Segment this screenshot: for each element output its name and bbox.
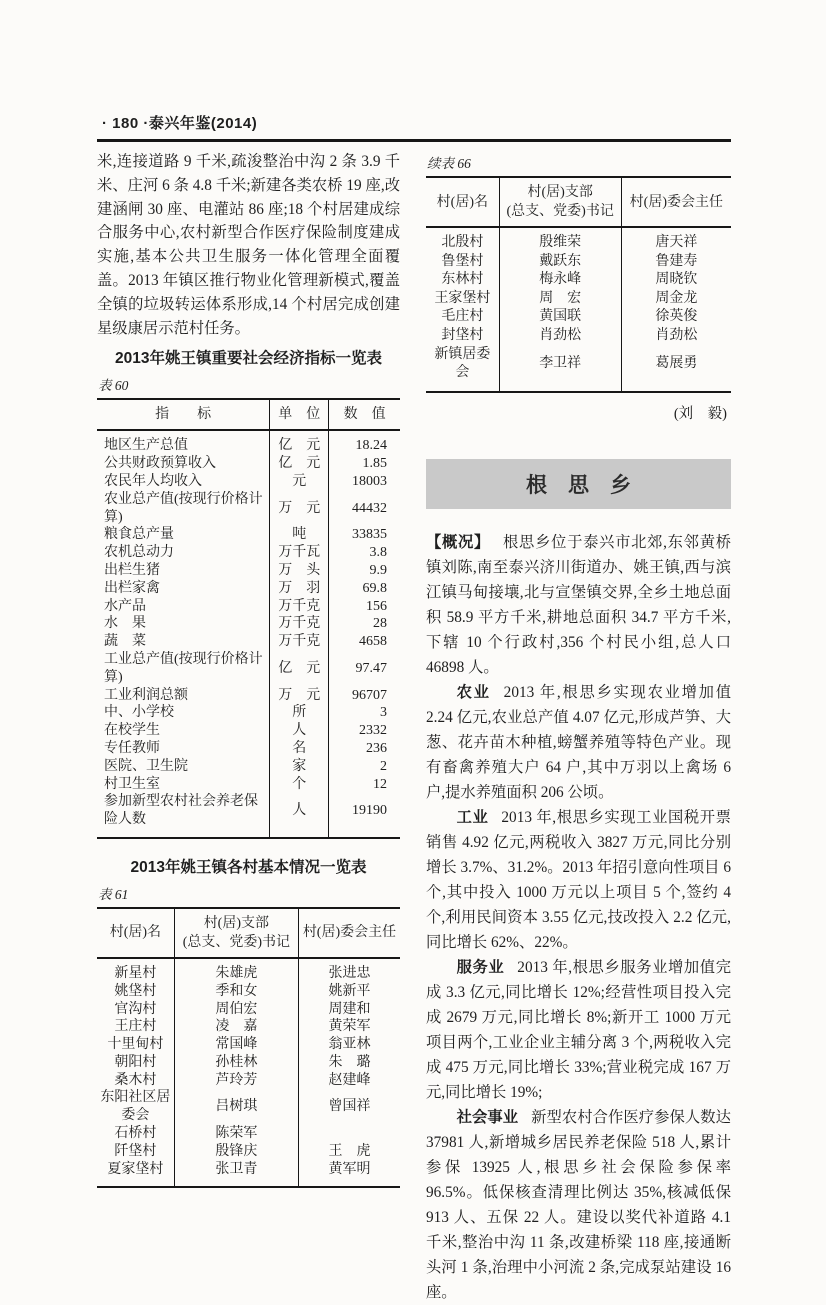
table-cell: 万千克 bbox=[270, 633, 329, 651]
table-row bbox=[97, 1054, 400, 1072]
column-header-village-name: 村(居)名 bbox=[426, 177, 499, 227]
table-cell: 肖劲松 bbox=[621, 327, 731, 346]
table-cell: 在校学生 bbox=[104, 723, 160, 739]
header-line2: (总支、党委)书记 bbox=[182, 934, 291, 950]
table-cell: 周伯宏 bbox=[174, 1001, 298, 1019]
header-line1: 村(居)支部 bbox=[527, 185, 593, 200]
table-cell: 毛庄村 bbox=[441, 309, 484, 325]
table-cell: 12 bbox=[329, 776, 400, 794]
table-cell: 石桥村 bbox=[114, 1126, 157, 1142]
table-cell: 万千克 bbox=[270, 598, 329, 616]
table-cell: 亿 元 bbox=[270, 455, 329, 473]
table-cell: 朝阳村 bbox=[114, 1054, 157, 1070]
table-cell: 出栏生猪 bbox=[104, 562, 160, 578]
table-cell: 凌 嘉 bbox=[174, 1018, 298, 1036]
table-cell: 水产品 bbox=[104, 598, 146, 614]
table-row bbox=[426, 346, 731, 392]
table-cell: 2 bbox=[329, 758, 400, 776]
table-row bbox=[97, 1036, 400, 1054]
table-row bbox=[426, 227, 731, 253]
right-column bbox=[426, 150, 731, 1305]
table-cell: 姚新平 bbox=[298, 983, 400, 1001]
table-cell: 新镇居委会 bbox=[434, 346, 491, 381]
table-cell: 季和女 bbox=[174, 983, 298, 1001]
table-cell: 3 bbox=[329, 704, 400, 722]
table-row bbox=[97, 615, 400, 633]
table-cell: 156 bbox=[329, 598, 400, 616]
table-cell: 王庄村 bbox=[114, 1019, 157, 1035]
table-row bbox=[97, 598, 400, 616]
table-row bbox=[97, 1001, 400, 1019]
table-cell: 18.24 bbox=[329, 430, 400, 455]
table-cell: 农机总动力 bbox=[104, 545, 174, 561]
header-divider bbox=[97, 139, 731, 142]
table-cell: 姚垡村 bbox=[114, 983, 157, 999]
table-cell: 万 元 bbox=[270, 687, 329, 705]
table-cell: 李卫祥 bbox=[499, 346, 621, 392]
table-cell: 戴跃东 bbox=[499, 253, 621, 272]
table-row bbox=[97, 758, 400, 776]
table-cell: 村卫生室 bbox=[104, 776, 160, 792]
table-cell: 北殷村 bbox=[441, 235, 484, 250]
table-cell: 万千克 bbox=[270, 615, 329, 633]
table-cell: 万 头 bbox=[270, 562, 329, 580]
table-cell: 葛展勇 bbox=[621, 346, 731, 392]
table-cell: 曾国祥 bbox=[298, 1089, 400, 1125]
table-cell: 周 宏 bbox=[499, 290, 621, 309]
paragraph-text: 2013 年,根思乡实现农业增加值 2.24 亿元,农业总产值 4.07 亿元,形成芦笋、大葱、花卉苗木种植,螃蟹养殖等特色产业。现有畜禽养殖大户 64 户,其中万羽以上禽场 6 户,提水养殖面积 206 公顷。 bbox=[426, 683, 731, 801]
table-cell: 公共财政预算收入 bbox=[104, 456, 216, 472]
table-cell: 44432 bbox=[329, 491, 400, 527]
table-cell: 农民年人均收入 bbox=[104, 473, 202, 489]
table-header-row bbox=[97, 399, 400, 430]
table-cell: 周晓钦 bbox=[621, 271, 731, 290]
table-cell: 28 bbox=[329, 615, 400, 633]
author-signature: (刘 毅) bbox=[673, 405, 727, 422]
table-cell: 3.8 bbox=[329, 544, 400, 562]
table-cell: 96707 bbox=[329, 687, 400, 705]
table-cell: 万 元 bbox=[270, 491, 329, 527]
table-cell: 常国峰 bbox=[174, 1036, 298, 1054]
table-cell: 亿 元 bbox=[270, 651, 329, 687]
table-row bbox=[97, 651, 400, 687]
table-row bbox=[97, 687, 400, 705]
table-row bbox=[426, 308, 731, 327]
table-cell: 殷维荣 bbox=[499, 227, 621, 253]
column-header-indicator: 指 标 bbox=[97, 399, 270, 430]
table66-label: 续表 66 bbox=[427, 156, 471, 171]
table61-title: 2013年姚王镇各村基本情况一览表 bbox=[130, 858, 367, 876]
table-cell: 桑木村 bbox=[114, 1072, 157, 1088]
table-cell: 4658 bbox=[329, 633, 400, 651]
table-header-row bbox=[426, 177, 731, 227]
table-cell: 农业总产值(按现行价格计算) bbox=[104, 491, 263, 525]
table-cell: 吨 bbox=[270, 526, 329, 544]
table-row bbox=[97, 633, 400, 651]
page-body bbox=[97, 150, 731, 1305]
economic-indicators-table bbox=[97, 398, 400, 839]
table-cell: 万千瓦 bbox=[270, 544, 329, 562]
table-cell: 孙桂林 bbox=[174, 1054, 298, 1072]
table-header-row bbox=[97, 908, 400, 958]
table-cell: 工业总产值(按现行价格计算) bbox=[104, 651, 263, 685]
table-cell: 个 bbox=[270, 776, 329, 794]
table-row bbox=[97, 473, 400, 491]
industry-paragraph bbox=[426, 805, 731, 955]
table-row bbox=[97, 1125, 400, 1143]
table-row bbox=[97, 526, 400, 544]
column-header-branch-secretary bbox=[499, 177, 621, 227]
table-cell: 唐天祥 bbox=[621, 227, 731, 253]
table-cell: 徐英俊 bbox=[621, 308, 731, 327]
paragraph-text: 2013 年,根思乡实现工业国税开票销售 4.92 亿元,两税收入 3827 万元,同比分别增长 3.7%、31.2%。2013 年招引意向性项目 6 个,其中投入 1000 万元以上项目 5 个,签约 4 个,利用民间资本 3.55 亿元,技改投入 2.2 亿元,同比增长 62%、22%。 bbox=[426, 808, 731, 951]
table-row bbox=[97, 722, 400, 740]
table-cell: 朱 璐 bbox=[298, 1054, 400, 1072]
table-row bbox=[97, 983, 400, 1001]
table-cell: 69.8 bbox=[329, 580, 400, 598]
overview-paragraph bbox=[426, 530, 731, 680]
paragraph-label: 工业 bbox=[456, 808, 489, 826]
table-cell: 所 bbox=[270, 704, 329, 722]
paragraph-label: 社会事业 bbox=[456, 1108, 519, 1126]
table-cell: 殷锋庆 bbox=[174, 1143, 298, 1161]
table-cell: 朱雄虎 bbox=[174, 958, 298, 983]
table-body bbox=[97, 430, 400, 838]
table-row bbox=[97, 1089, 400, 1125]
table-cell: 鲁堡村 bbox=[441, 253, 484, 269]
table-row bbox=[97, 562, 400, 580]
table-cell: 周建和 bbox=[298, 1001, 400, 1019]
table-cell: 新星村 bbox=[114, 965, 157, 981]
table-body bbox=[426, 227, 731, 392]
table-cell: 参加新型农村社会养老保险人数 bbox=[104, 794, 258, 828]
table-cell: 中、小学校 bbox=[104, 705, 174, 721]
table-cell: 亿 元 bbox=[270, 430, 329, 455]
table-body bbox=[97, 958, 400, 1188]
table-cell: 吕树琪 bbox=[174, 1089, 298, 1125]
table-cell bbox=[298, 1125, 400, 1143]
column-header-branch-secretary bbox=[174, 908, 298, 958]
table-cell: 97.47 bbox=[329, 651, 400, 687]
table-row bbox=[97, 1018, 400, 1036]
table-cell: 鲁建寿 bbox=[621, 253, 731, 272]
column-header-unit: 单 位 bbox=[270, 399, 329, 430]
table-row bbox=[97, 740, 400, 758]
paragraph-label: 农业 bbox=[456, 683, 491, 701]
table-cell: 医院、卫生院 bbox=[104, 758, 188, 774]
table-cell: 黄荣军 bbox=[298, 1018, 400, 1036]
column-header-committee-director: 村(居)委会主任 bbox=[298, 908, 400, 958]
table-cell: 肖劲松 bbox=[499, 327, 621, 346]
table-cell: 19190 bbox=[329, 793, 400, 838]
table-cell: 黄军明 bbox=[298, 1161, 400, 1188]
table-cell: 王 虎 bbox=[298, 1143, 400, 1161]
table-header bbox=[426, 177, 731, 227]
intro-paragraph: 米,连接道路 9 千米,疏浚整治中沟 2 条 3.9 千米、庄河 6 条 4.8 千米;新建各类农桥 19 座,改建涵闸 30 座、电灌站 86 座;18 个村居建成综合服务中心,农村新型合作医疗保险制度建成实施,基本公共卫生服务一体化管理全面覆盖。2013 年镇区推行物业化管理新模式,覆盖全镇的垃圾转运体系形成,14 个村居完成创建星级康居示范村任务。 bbox=[97, 153, 400, 337]
table-cell: 十里甸村 bbox=[107, 1037, 164, 1053]
left-column bbox=[97, 150, 400, 1305]
header-line1: 村(居)支部 bbox=[203, 915, 270, 931]
table-cell: 18003 bbox=[329, 473, 400, 491]
table-row bbox=[426, 290, 731, 309]
paragraph-label: 【概况】 bbox=[426, 533, 491, 551]
table-cell: 官沟村 bbox=[114, 1001, 157, 1017]
table-cell: 人 bbox=[270, 722, 329, 740]
table-cell: 张进忠 bbox=[298, 958, 400, 983]
table-cell: 张卫青 bbox=[174, 1161, 298, 1188]
table-row bbox=[97, 704, 400, 722]
agriculture-paragraph bbox=[426, 680, 731, 805]
table60-title: 2013年姚王镇重要社会经济指标一览表 bbox=[115, 350, 382, 368]
table-cell: 地区生产总值 bbox=[104, 438, 188, 454]
table-cell: 33835 bbox=[329, 526, 400, 544]
column-header-committee-director: 村(居)委会主任 bbox=[621, 177, 731, 227]
continued-village-table bbox=[426, 176, 731, 393]
table-cell: 专任教师 bbox=[104, 740, 160, 756]
table-cell: 封垡村 bbox=[441, 327, 484, 343]
table-cell: 9.9 bbox=[329, 562, 400, 580]
table-cell: 赵建峰 bbox=[298, 1072, 400, 1090]
table-cell: 芦玲芳 bbox=[174, 1072, 298, 1090]
table-cell: 出栏家禽 bbox=[104, 580, 160, 596]
table-row bbox=[97, 491, 400, 527]
table-cell: 阡垡村 bbox=[114, 1143, 157, 1159]
table-cell: 家 bbox=[270, 758, 329, 776]
table61-label: 表 61 bbox=[98, 886, 129, 902]
table-row bbox=[97, 958, 400, 983]
village-overview-table bbox=[97, 907, 400, 1189]
table-header bbox=[97, 908, 400, 958]
table60-label: 表 60 bbox=[98, 378, 129, 394]
table-cell: 2332 bbox=[329, 722, 400, 740]
column-header-village-name: 村(居)名 bbox=[97, 908, 174, 958]
table-cell: 黄国联 bbox=[499, 308, 621, 327]
table-cell: 元 bbox=[270, 473, 329, 491]
table-row bbox=[97, 1072, 400, 1090]
table-cell: 1.85 bbox=[329, 455, 400, 473]
column-header-value: 数 值 bbox=[329, 399, 400, 430]
table-row bbox=[97, 544, 400, 562]
header-line2: (总支、党委)书记 bbox=[506, 204, 614, 219]
table-cell: 王家堡村 bbox=[434, 290, 491, 306]
service-industry-paragraph bbox=[426, 955, 731, 1105]
paragraph-text: 根思乡位于泰兴市北郊,东邻黄桥镇刘陈,南至泰兴济川街道办、姚王镇,西与滨江镇马甸接壤,北与宣堡镇交界,全乡土地总面积 58.9 平方千米,耕地总面积 34.7 平方千米,下辖 10 个行政村,356 个村民小组,总人口 46898 人。 bbox=[426, 533, 731, 676]
table-cell: 名 bbox=[270, 740, 329, 758]
paragraph-text: 2013 年,根思乡服务业增加值完成 3.3 亿元,同比增长 12%;经营性项目投入完成 2679 万元,同比增长 8%;新开工 1000 万元项目两个,工业企业主辅分离 3 个,两税收入完成 475 万元,同比增长 33%;营业税完成 167 万元,同比增长 19%; bbox=[426, 958, 731, 1101]
table-row bbox=[426, 327, 731, 346]
page-header: · 180 ·泰兴年鉴(2014) bbox=[102, 115, 258, 132]
table-cell: 陈荣军 bbox=[174, 1125, 298, 1143]
table-row bbox=[426, 271, 731, 290]
table-cell: 万 羽 bbox=[270, 580, 329, 598]
table-cell: 周金龙 bbox=[621, 290, 731, 309]
paragraph-label: 服务业 bbox=[456, 958, 505, 976]
table-cell: 人 bbox=[270, 793, 329, 838]
table-cell: 东阳社区居委会 bbox=[100, 1090, 171, 1124]
table-row bbox=[97, 1143, 400, 1161]
table-row bbox=[97, 793, 400, 838]
table-cell: 东林村 bbox=[441, 272, 484, 288]
section-banner-genshi-township: 根 思 乡 bbox=[426, 459, 731, 509]
table-cell: 蔬 菜 bbox=[104, 634, 146, 650]
paragraph-text: 新型农村合作医疗参保人数达 37981 人,新增城乡居民养老保险 518 人,累计参保 13925 人,根思乡社会保险参保率 96.5%。低保核查清理比例达 35%,核减低保 913 人、五保 22 人。建设以奖代补道路 4.1 千米,整治中沟 11 条,改建桥梁 118 座,接通断头河 1 条,治理中小河流 2 条,完成泵站建设 16 座。 bbox=[426, 1108, 731, 1301]
table-row bbox=[97, 430, 400, 455]
table-row bbox=[97, 455, 400, 473]
social-affairs-paragraph bbox=[426, 1105, 731, 1305]
table-cell: 粮食总产量 bbox=[104, 527, 174, 543]
table-header bbox=[97, 399, 400, 430]
table-row bbox=[97, 776, 400, 794]
table-row bbox=[97, 1161, 400, 1188]
table-row bbox=[97, 580, 400, 598]
table-cell: 翁亚林 bbox=[298, 1036, 400, 1054]
table-cell: 梅永峰 bbox=[499, 271, 621, 290]
table-cell: 236 bbox=[329, 740, 400, 758]
table-cell: 水 果 bbox=[104, 616, 146, 632]
table-row bbox=[426, 253, 731, 272]
table-cell: 工业利润总额 bbox=[104, 687, 188, 703]
table-cell: 夏家垡村 bbox=[107, 1161, 164, 1177]
